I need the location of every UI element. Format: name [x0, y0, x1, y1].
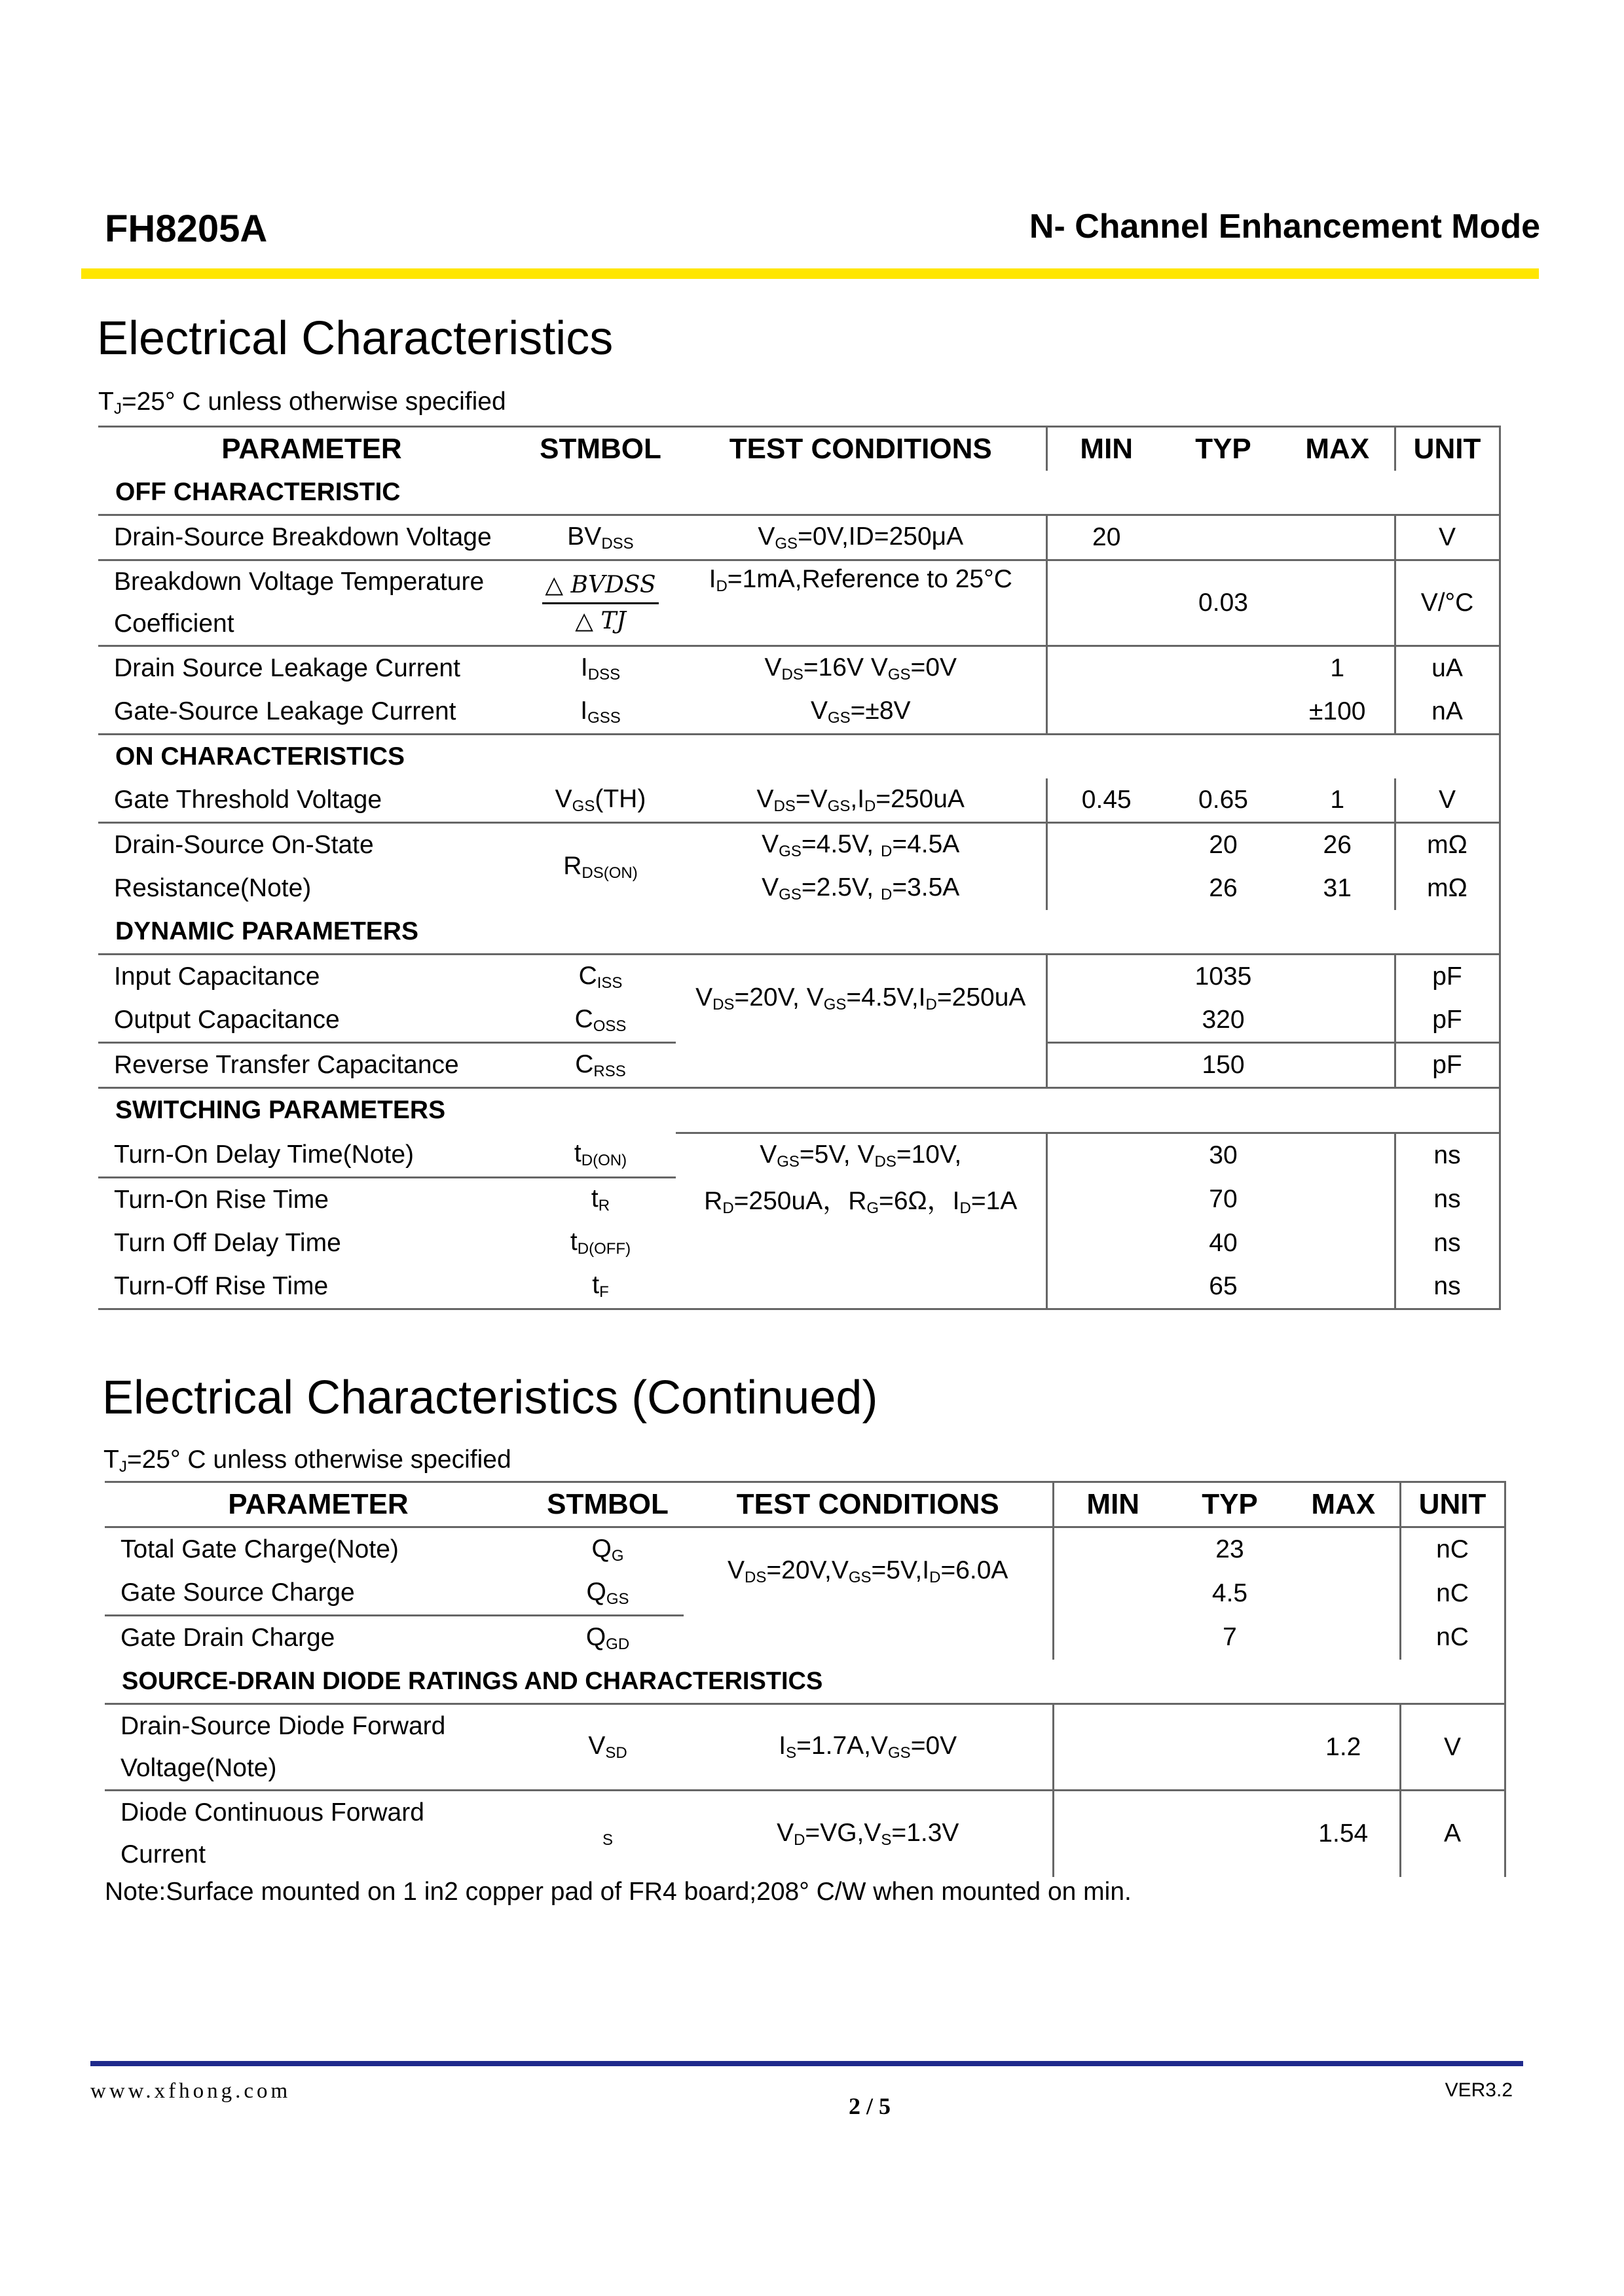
table-row: [105, 1704, 1505, 1791]
version-label: VER3.2: [1445, 2079, 1513, 2101]
test-cell: $I_D=1mA,Reference$ to 25°C: [676, 560, 1046, 646]
table-row: [98, 823, 1500, 867]
symbol-cell: $BV_{DSS}$: [525, 515, 676, 560]
symbol-cell: $V_{SD}$: [532, 1704, 684, 1791]
section-dynamic-parameters: DYNAMIC PARAMETERS: [98, 910, 1395, 955]
unit-cell: V/°C: [1395, 560, 1500, 646]
unit-cell: nA: [1395, 690, 1500, 735]
table-row: [98, 1043, 1500, 1088]
table-row: [98, 646, 1500, 691]
param-cell: Drain-Source On-State: [114, 831, 374, 859]
unit-cell: ns: [1395, 1265, 1500, 1309]
unit-cell: mΩ: [1395, 823, 1500, 867]
test-cell: $V_{GS}=5V$, $V_{DS}=10V$,: [676, 1133, 1046, 1178]
table-row: [105, 1527, 1505, 1572]
param-cell: Turn-On Delay Time(Note): [98, 1133, 525, 1178]
unit-cell: mΩ: [1395, 867, 1500, 910]
symbol-cell: $V_{GS}(TH)$: [525, 778, 676, 823]
table-header-row: [98, 427, 1500, 471]
symbol-cell: $C_{RSS}$: [525, 1043, 676, 1088]
typ-cell: 30: [1166, 1133, 1281, 1178]
table-row: [98, 867, 1500, 910]
min-cell: 0.45: [1046, 778, 1166, 823]
param-cell: Output Capacitance: [98, 998, 525, 1043]
max-cell: 1.54: [1287, 1791, 1400, 1877]
typ-cell: 7: [1223, 1623, 1237, 1652]
table-header-row: [105, 1482, 1505, 1527]
test-cell: $V_{DS}=16V$ $V_{GS}=0V$: [676, 646, 1046, 691]
header-divider: [81, 268, 1539, 279]
table-row: [98, 1133, 1500, 1178]
section-off-characteristic: OFF CHARACTERISTIC: [98, 471, 1395, 515]
unit-cell: A: [1400, 1791, 1505, 1877]
symbol-cell: $C_{OSS}$: [525, 998, 676, 1043]
param-cell: Drain Source Leakage Current: [114, 654, 460, 682]
param-cell: Drain-Source Breakdown Voltage: [98, 515, 525, 560]
header-parameter: PARAMETER: [98, 427, 525, 471]
header-parameter: PARAMETER: [105, 1482, 532, 1527]
symbol-cell: $t_{D(ON)}$: [525, 1133, 676, 1178]
param-cell: Turn-On Rise Time: [114, 1185, 329, 1214]
test-cell: $V_{GS}=\pm 8V$: [676, 690, 1046, 735]
typ-cell: 20: [1209, 831, 1238, 859]
unit-cell: nC: [1400, 1527, 1505, 1572]
test-cell: $V_{DS}=V_{GS},I_D=250uA$: [676, 778, 1046, 823]
typ-cell: 65: [1166, 1265, 1281, 1309]
electrical-characteristics-continued-table: [105, 1481, 1506, 1877]
header-test-conditions: TEST CONDITIONS: [684, 1482, 1053, 1527]
section-switching-parameters: SWITCHING PARAMETERS: [115, 1096, 446, 1124]
param-cell: Gate Drain Charge: [120, 1624, 335, 1652]
unit-cell: pF: [1395, 1043, 1500, 1088]
test-cell: $V_D=VG,V_S=1.3V$: [684, 1791, 1053, 1877]
test-cell: $V_{DS}=20V$, $V_{GS}=4.5V,I_D=250uA$: [676, 955, 1046, 1043]
header-typ: TYP: [1172, 1482, 1287, 1527]
table-row: [98, 515, 1500, 560]
max-cell: ±100: [1281, 690, 1395, 735]
symbol-cell: $I_{DSS}$: [580, 653, 621, 683]
param-cell: Total Gate Charge(Note): [105, 1527, 532, 1572]
typ-cell: 70: [1209, 1184, 1238, 1213]
table-row: [105, 1616, 1505, 1660]
typ-cell: 1035: [1194, 962, 1252, 991]
part-number: FH8205A: [105, 208, 268, 250]
section-title-electrical: Electrical Characteristics: [97, 312, 614, 365]
param-cell: Gate Source Charge: [105, 1571, 532, 1616]
symbol-cell: $t_F$: [525, 1265, 676, 1309]
typ-cell: 23: [1172, 1527, 1287, 1572]
param-cell: Breakdown Voltage Temperature Coefficient: [98, 560, 525, 646]
header-min: MIN: [1046, 427, 1166, 471]
conditions-note: $T_J=25^\circ$ C unless otherwise specified: [103, 1446, 511, 1476]
typ-cell: 0.03: [1166, 560, 1281, 646]
channel-mode: N- Channel Enhancement Mode: [1029, 208, 1540, 246]
unit-cell: uA: [1395, 646, 1500, 691]
param-cell: Reverse Transfer Capacitance: [98, 1043, 525, 1088]
symbol-cell: $Q_{GD}$: [585, 1622, 630, 1653]
header-max: MAX: [1281, 427, 1395, 471]
typ-cell: 0.65: [1166, 778, 1281, 823]
footnote: Note:Surface mounted on 1 in2 copper pad of FR4 board;208° C/W when mounted on min.: [105, 1878, 1132, 1906]
table-row: [98, 955, 1500, 999]
section-on-characteristics: ON CHARACTERISTICS: [115, 742, 405, 771]
typ-cell: 150: [1166, 1043, 1281, 1088]
symbol-cell: $C_{ISS}$: [578, 961, 623, 992]
test-cell: $V_{DS}=20V,V_{GS}=5V,I_D=6.0A$: [684, 1527, 1053, 1616]
symbol-cell: $t_R$: [591, 1184, 610, 1214]
max-cell: 1: [1281, 778, 1395, 823]
symbol-cell: $t_{D(OFF)}$: [570, 1228, 631, 1258]
param-cell: Turn-Off Rise Time: [98, 1265, 525, 1309]
symbol-cell: $I_{GSS}$: [525, 690, 676, 735]
typ-cell: 26: [1209, 874, 1238, 902]
electrical-characteristics-table: [98, 426, 1501, 1310]
typ-cell: 40: [1209, 1228, 1238, 1257]
symbol-cell: $R_{DS(ON)}$: [563, 851, 638, 882]
conditions-note: $T_J=25^\circ$ C unless otherwise specified: [98, 388, 506, 418]
table-row: [105, 1791, 1505, 1877]
header-symbol: STMBOL: [532, 1482, 684, 1527]
website-link[interactable]: www.xfhong.com: [90, 2079, 291, 2103]
header-min: MIN: [1053, 1482, 1172, 1527]
test-cell: $V_{GS}=2.5V$, $_D$=3.5A: [676, 867, 1046, 910]
max-cell: 26: [1281, 823, 1395, 867]
table-row: [98, 1265, 1500, 1309]
test-cell: $I_S=1.7A,V_{GS}=0V$: [684, 1704, 1053, 1791]
table-row: [98, 690, 1500, 735]
max-cell: 31: [1281, 867, 1395, 910]
max-cell: 1: [1281, 646, 1395, 691]
symbol-cell: $Q_G$: [532, 1527, 684, 1572]
typ-cell: 320: [1166, 998, 1281, 1043]
section-diode-ratings: SOURCE-DRAIN DIODE RATINGS AND CHARACTERISTICS: [105, 1660, 1400, 1704]
test-cell: $V_{GS}=0V,ID=250\mu A$: [676, 515, 1046, 560]
unit-cell: ns: [1395, 1177, 1500, 1222]
typ-cell: 4.5: [1211, 1578, 1248, 1607]
table-row: [98, 778, 1500, 823]
section-title-continued: Electrical Characteristics (Continued): [102, 1372, 878, 1424]
header-unit: UNIT: [1400, 1482, 1505, 1527]
param-cell: Diode Continuous Forward Current: [120, 1798, 424, 1869]
header-symbol: STMBOL: [525, 427, 676, 471]
table-row: [98, 1177, 1500, 1222]
param-cell: Turn Off Delay Time: [114, 1228, 341, 1257]
param-cell: Gate-Source Leakage Current: [98, 690, 525, 735]
param-cell: Resistance(Note): [114, 874, 312, 902]
header-max: MAX: [1287, 1482, 1400, 1527]
param-cell: Gate Threshold Voltage: [98, 778, 525, 823]
header-typ: TYP: [1166, 427, 1281, 471]
unit-cell: V: [1395, 778, 1500, 823]
symbol-cell: $\frac{\text{△ BVDSS}}{\triangle TJ}$: [525, 560, 676, 646]
table-row: [98, 1222, 1500, 1265]
param-cell: Input Capacitance: [114, 962, 320, 991]
max-cell: 1.2: [1287, 1704, 1400, 1791]
unit-cell: pF: [1395, 998, 1500, 1043]
unit-cell: pF: [1395, 955, 1500, 999]
unit-cell: V: [1395, 515, 1500, 560]
unit-cell: V: [1400, 1704, 1505, 1791]
unit-cell: nC: [1400, 1616, 1505, 1660]
symbol-cell: $Q_{GS}$: [532, 1571, 684, 1616]
unit-cell: ns: [1395, 1133, 1500, 1178]
header-test-conditions: TEST CONDITIONS: [676, 427, 1046, 471]
footer-divider: [90, 2061, 1523, 2066]
table-row: [98, 560, 1500, 646]
symbol-cell: S: [602, 1831, 613, 1849]
unit-cell: nC: [1400, 1571, 1505, 1616]
test-cell: $R_D=250uA$，$R_G=6\Omega$，$I_D=1A$: [676, 1177, 1046, 1222]
unit-cell: ns: [1395, 1222, 1500, 1265]
page-number: 2 / 5: [849, 2093, 891, 2119]
test-cell: $V_{GS}=4.5V$, $_D$=4.5A: [676, 823, 1046, 867]
min-cell: 20: [1046, 515, 1166, 560]
param-cell: Drain-Source Diode Forward Voltage(Note): [105, 1704, 532, 1791]
header-unit: UNIT: [1395, 427, 1500, 471]
